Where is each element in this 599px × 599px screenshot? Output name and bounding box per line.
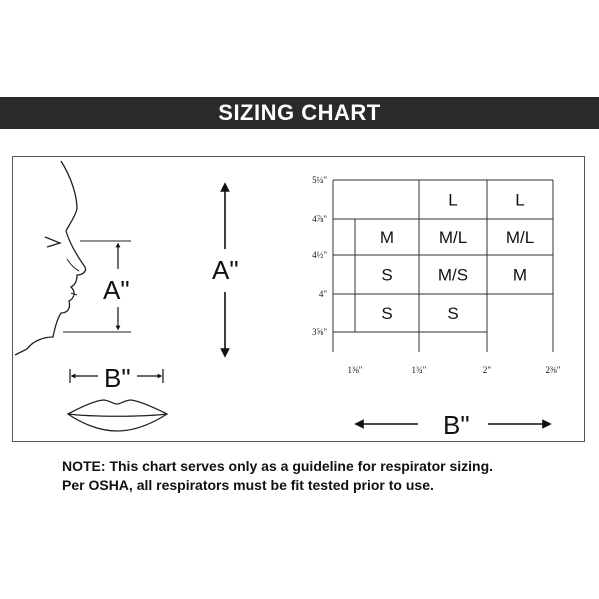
title-bar (0, 97, 599, 129)
y-tick-label: 3⅝" (312, 327, 327, 337)
size-cell: M (379, 228, 395, 247)
eye-icon (45, 237, 60, 247)
size-cell: S (381, 265, 393, 285)
note-text-1: This chart serves only as a guideline for respirator sizing. (105, 458, 494, 474)
size-cell: S (447, 304, 459, 323)
y-tick-label: 4⅞" (312, 214, 327, 224)
y-tick-label: 4" (318, 289, 327, 299)
sizing-diagram (13, 157, 584, 441)
x-tick-label: 1⅜" (347, 365, 363, 375)
height-arrow-label: A" (212, 255, 239, 285)
size-cell: L (515, 190, 525, 210)
nostril-detail (67, 259, 79, 271)
note-line-2: Per OSHA, all respirators must be fit tested prior to use. (62, 477, 434, 493)
x-tick-label: 1¾" (411, 365, 427, 375)
sizing-grid (312, 175, 561, 375)
face-dimension-label: A" (103, 275, 130, 305)
page-title: SIZING CHART (218, 100, 381, 125)
x-tick-label: 2⅜" (545, 365, 561, 375)
diagram-frame (12, 156, 585, 442)
width-arrow-label: B" (443, 410, 470, 440)
size-cell: M/L (438, 228, 468, 247)
lips-icon (68, 400, 167, 431)
size-cell: M/S (437, 265, 469, 285)
size-cell: S (381, 304, 393, 323)
size-cell: M/L (505, 228, 535, 247)
size-cell: M (512, 265, 528, 285)
note-line-1 (62, 457, 582, 476)
y-tick-label: 4½" (312, 250, 327, 260)
lips-dimension-label: B" (104, 363, 131, 393)
note (62, 457, 582, 495)
note-prefix: NOTE: (62, 458, 106, 474)
x-tick-label: 2" (482, 365, 492, 375)
face-profile-outline (15, 161, 86, 355)
y-tick-label: 5¼" (312, 175, 327, 185)
size-cell: L (448, 190, 458, 210)
